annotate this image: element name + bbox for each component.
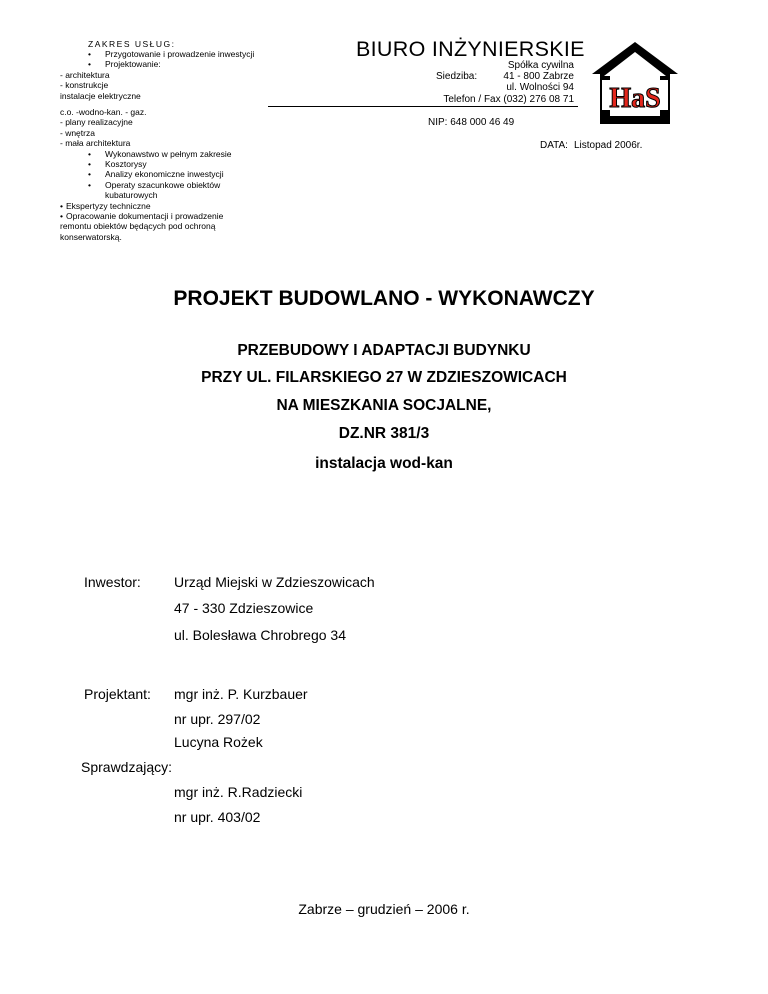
service-item: • Operaty szacunkowe obiektów xyxy=(60,180,278,190)
service-item: - architektura xyxy=(60,69,110,80)
service-item: remontu obiektów będących pod ochroną xyxy=(60,221,216,232)
subtitle-line: PRZY UL. FILARSKIEGO 27 W ZDZIESZOWICACH xyxy=(201,369,567,386)
designer-line: Lucyna Rożek xyxy=(174,734,263,750)
service-item: instalacje elektryczne xyxy=(60,90,141,101)
date-value: Listopad 2006r. xyxy=(573,140,643,151)
company-name: BIURO INŻYNIERSKIE xyxy=(356,37,585,61)
services-heading: ZAKRES USŁUG: xyxy=(88,39,176,49)
service-item: • Kosztorysy xyxy=(60,159,278,169)
service-item: • Przygotowanie i prowadzenie inwestycji xyxy=(60,49,278,59)
checker-line: nr upr. 403/02 xyxy=(174,809,261,825)
designer-line: mgr inż. P. Kurzbauer xyxy=(174,686,308,702)
subtitle-line: PRZEBUDOWY I ADAPTACJI BUDYNKU xyxy=(237,342,531,359)
service-item: kubaturowych xyxy=(105,190,158,201)
service-item: c.o. -wodno-kan. - gaz. xyxy=(60,107,147,117)
installation-type: instalacja wod-kan xyxy=(315,455,453,472)
subtitle-line: NA MIESZKANIA SOCJALNE, xyxy=(276,397,492,414)
service-item: - mała architektura xyxy=(60,138,131,149)
services-list-a xyxy=(60,49,278,101)
address-line: Telefon / Fax (032) 276 08 71 xyxy=(443,93,574,105)
service-item: • Opracowanie dokumentacji i prowadzenie xyxy=(60,211,278,221)
service-item: - konstrukcje xyxy=(60,80,109,91)
header-divider xyxy=(268,106,578,107)
company-address xyxy=(443,60,574,105)
services-list-b xyxy=(60,107,278,242)
address-line: ul. Wolności 94 xyxy=(506,82,574,94)
checker-line: mgr inż. R.Radziecki xyxy=(174,784,303,800)
document-date xyxy=(540,140,642,151)
investor-line: ul. Bolesława Chrobrego 34 xyxy=(174,627,346,643)
service-item: - plany realizacyjne xyxy=(60,117,133,128)
checker-label: Sprawdzający: xyxy=(81,759,173,775)
address-line: Spółka cywilna xyxy=(507,60,574,71)
designer-label: Projektant: xyxy=(84,686,151,702)
investor-label: Inwestor: xyxy=(84,574,141,590)
investor-line: 47 - 330 Zdzieszowice xyxy=(174,600,314,616)
svg-text:HaS: HaS xyxy=(609,83,661,114)
service-item: • Wykonawstwo w pełnym zakresie xyxy=(60,149,278,159)
designer-line: nr upr. 297/02 xyxy=(174,711,261,727)
company-nip: NIP: 648 000 46 49 xyxy=(428,117,515,128)
date-label: DATA: xyxy=(540,140,568,151)
service-item: konserwatorską. xyxy=(60,231,122,242)
investor-line: Urząd Miejski w Zdzieszowicach xyxy=(174,574,375,590)
service-item: • Analizy ekonomiczne inwestycji xyxy=(60,169,278,179)
document-title: PROJEKT BUDOWLANO - WYKONAWCZY xyxy=(173,287,595,310)
service-item: - wnętrza xyxy=(60,127,95,138)
place-date-footer: Zabrze – grudzień – 2006 r. xyxy=(298,901,470,917)
address-line: 41 - 800 Zabrze xyxy=(503,71,574,83)
plot-number: DZ.NR 381/3 xyxy=(338,425,430,442)
seat-label: Siedziba: xyxy=(436,71,478,82)
service-item: • Projektowanie: xyxy=(60,59,278,69)
service-item: • Ekspertyzy techniczne xyxy=(60,201,278,211)
company-logo xyxy=(590,40,680,126)
